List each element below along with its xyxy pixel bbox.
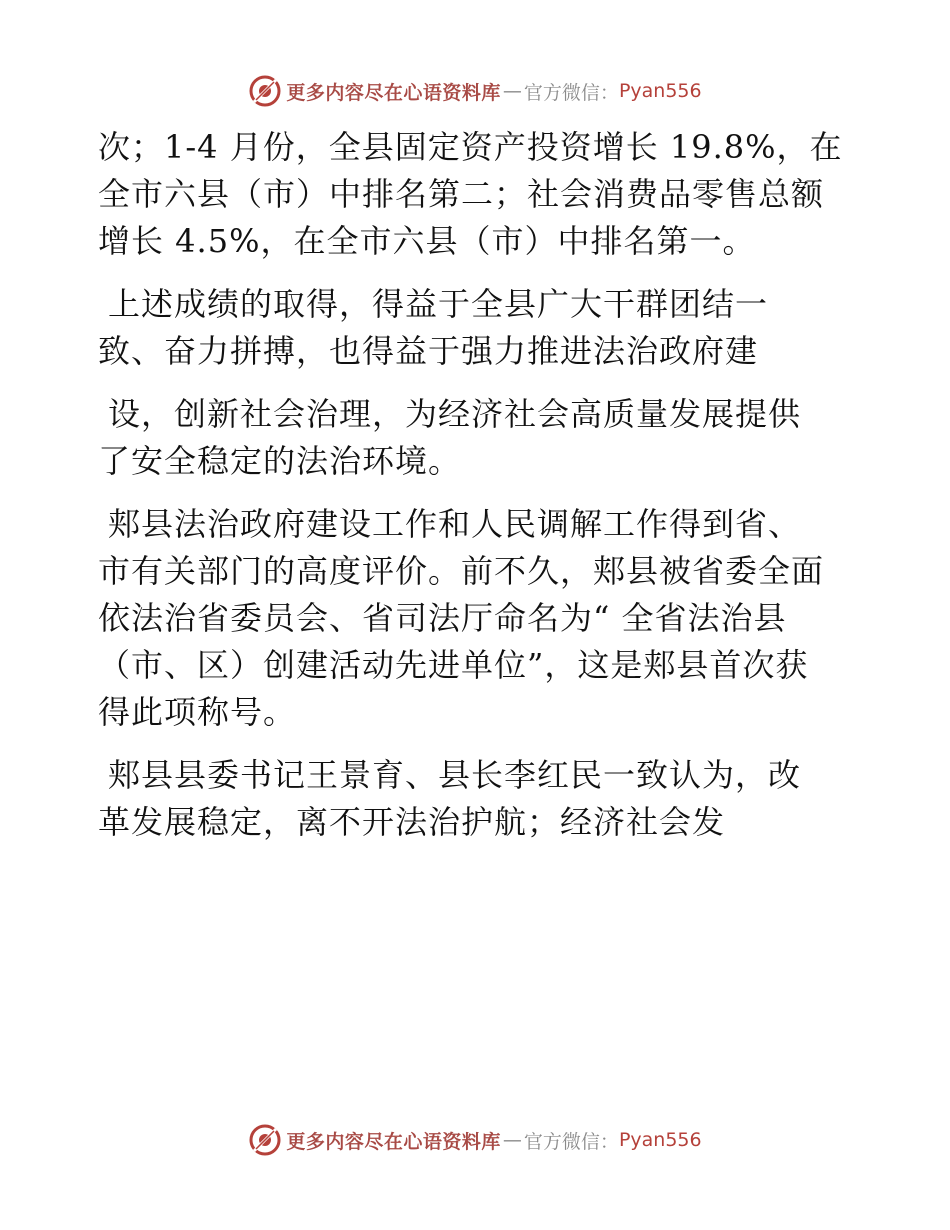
header-banner — [0, 71, 950, 111]
text-line: 依法治省委员会、省司法厅命名为“ 全省法治县 — [98, 599, 787, 637]
text-line: 郏县县委书记王景育、县长李红民一致认为，改 — [108, 756, 802, 794]
footer-separator: — — [502, 1129, 522, 1151]
footer-official-label: 官方微信： — [523, 1130, 619, 1153]
footer-banner — [0, 1120, 950, 1160]
document-body — [98, 124, 868, 846]
paragraph-1 — [98, 124, 868, 265]
paragraph-2 — [98, 281, 868, 375]
header-official-label: 官方微信： — [523, 81, 619, 104]
text-line: 上述成绩的取得，得益于全县广大干群团结一 — [108, 285, 769, 323]
text-line: 得此项称号。 — [98, 693, 297, 731]
text-line: 致、奋力拼搏，也得益于强力推进法治政府建 — [98, 332, 759, 370]
text-line: 郏县法治政府建设工作和人民调解工作得到省、 — [108, 505, 802, 543]
footer-brand-text: 更多内容尽在心语资料库 — [286, 1130, 501, 1153]
text-line: （市、区）创建活动先进单位”，这是郏县首次获 — [98, 646, 809, 684]
header-account: Pyan556 — [618, 80, 702, 102]
text-line: 全市六县（市）中排名第二；社会消费品零售总额 — [98, 175, 825, 213]
logo-icon — [248, 74, 282, 108]
text-line: 次；1-4 月份，全县固定资产投资增长 19.8%，在 — [98, 128, 843, 166]
text-line: 革发展稳定，离不开法治护航；经济社会发 — [98, 803, 726, 841]
text-line: 市有关部门的高度评价。前不久，郏县被省委全面 — [98, 552, 825, 590]
header-brand-text: 更多内容尽在心语资料库 — [286, 81, 501, 104]
text-line: 设，创新社会治理，为经济社会高质量发展提供 — [108, 395, 802, 433]
text-line: 了安全稳定的法治环境。 — [98, 442, 462, 480]
logo-icon — [248, 1123, 282, 1157]
header-separator: — — [502, 80, 522, 102]
paragraph-3 — [98, 391, 868, 485]
paragraph-4 — [98, 501, 868, 736]
paragraph-5 — [98, 752, 868, 846]
footer-account: Pyan556 — [618, 1129, 702, 1151]
text-line: 增长 4.5%，在全市六县（市）中排名第一。 — [98, 222, 756, 260]
